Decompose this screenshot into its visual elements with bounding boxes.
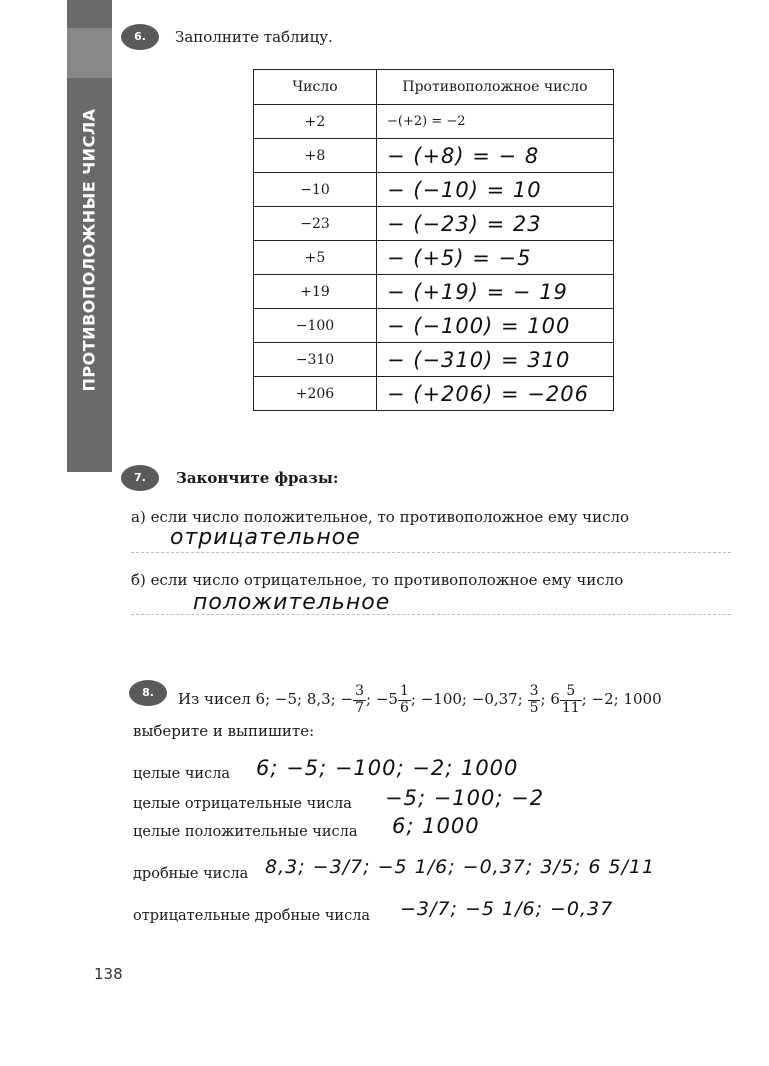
numerator: 3 xyxy=(529,683,539,700)
number-cell: +19 xyxy=(254,275,377,309)
answer-positive-integers: 6; 1000 xyxy=(392,814,480,838)
fraction-3-7 xyxy=(353,684,366,716)
numerator: 3 xyxy=(355,683,365,700)
answer-fractions: 8,3; −3/7; −5 1/6; −0,37; 3/5; 6 5/11 xyxy=(265,856,656,878)
task-7-title: Закончите фразы: xyxy=(176,469,339,487)
task-7a-text: а) если число положительное, то противоположное ему число xyxy=(131,508,630,526)
denominator: 7 xyxy=(355,699,365,716)
table-row xyxy=(254,139,614,173)
mixed-whole: −5 xyxy=(375,690,398,708)
task-7-badge: 7. xyxy=(121,465,159,491)
label-integers: целые числа xyxy=(133,766,231,782)
header-opposite: Противоположное число xyxy=(377,70,614,105)
denominator: 6 xyxy=(399,699,409,716)
separator: ; xyxy=(540,690,546,708)
task-7b-text: б) если число отрицательное, то противоположное ему число xyxy=(131,571,624,589)
number-cell: +206 xyxy=(254,377,377,411)
number-cell: +2 xyxy=(254,105,377,139)
answer-negative-integers: −5; −100; −2 xyxy=(385,786,545,810)
number-cell: −310 xyxy=(254,343,377,377)
fraction-5-11 xyxy=(560,684,582,716)
answer-line xyxy=(131,552,731,553)
mixed-whole: 6 xyxy=(550,690,560,708)
label-negative-integers: целые отрицательные числа xyxy=(133,796,352,812)
opposite-cell: − (−10) = 10 xyxy=(377,173,614,207)
task-7b-answer: положительное xyxy=(193,590,391,615)
numerator: 1 xyxy=(399,683,409,700)
table-row xyxy=(254,241,614,275)
fraction-1-6 xyxy=(398,684,411,716)
fraction-sign: − xyxy=(340,690,354,708)
number-cell: +5 xyxy=(254,241,377,275)
label-positive-integers: целые положительные числа xyxy=(133,824,358,840)
label-fractions: дробные числа xyxy=(133,866,249,882)
intro-part: ; −100; −0,37; xyxy=(410,690,523,708)
number-cell: −10 xyxy=(254,173,377,207)
table-row xyxy=(254,377,614,411)
opposite-cell: − (−23) = 23 xyxy=(377,207,614,241)
number-cell: −23 xyxy=(254,207,377,241)
section-title-box xyxy=(67,0,112,472)
section-title: ПРОТИВОПОЛОЖНЫЕ ЧИСЛА xyxy=(79,108,99,392)
table-header-row xyxy=(254,70,614,105)
task-8-intro xyxy=(178,674,662,724)
opposite-cell: − (−310) = 310 xyxy=(377,343,614,377)
numerator: 5 xyxy=(560,684,582,700)
opposite-cell: − (+206) = −206 xyxy=(377,377,614,411)
table-row xyxy=(254,105,614,139)
intro-part: Из чисел 6; −5; 8,3; xyxy=(178,690,336,708)
separator: ; xyxy=(366,690,372,708)
task-6-badge: 6. xyxy=(121,24,159,50)
header-number: Число xyxy=(254,70,377,105)
number-cell: −100 xyxy=(254,309,377,343)
page-number: 138 xyxy=(94,965,123,983)
opposite-cell: − (+19) = − 19 xyxy=(377,275,614,309)
denominator: 5 xyxy=(529,699,539,716)
table-row xyxy=(254,173,614,207)
fraction-3-5 xyxy=(528,684,541,716)
denominator: 11 xyxy=(561,699,580,716)
opposite-cell: −(+2) = −2 xyxy=(377,105,614,139)
table-row xyxy=(254,207,614,241)
number-cell: +8 xyxy=(254,139,377,173)
opposite-cell: − (−100) = 100 xyxy=(377,309,614,343)
opposite-numbers-table xyxy=(253,69,614,411)
task-8-badge: 8. xyxy=(129,680,167,706)
answer-integers: 6; −5; −100; −2; 1000 xyxy=(256,756,519,780)
task-6-title: Заполните таблицу. xyxy=(175,28,333,46)
label-negative-fractions: отрицательные дробные числа xyxy=(133,908,371,924)
table-row xyxy=(254,309,614,343)
opposite-cell: − (+8) = − 8 xyxy=(377,139,614,173)
intro-part: ; −2; 1000 xyxy=(581,690,662,708)
opposite-cell: − (+5) = −5 xyxy=(377,241,614,275)
answer-negative-fractions: −3/7; −5 1/6; −0,37 xyxy=(400,898,614,920)
side-band xyxy=(67,0,112,472)
table-row xyxy=(254,275,614,309)
task-7a-answer: отрицательное xyxy=(170,525,361,550)
task-8-instruction: выберите и выпишите: xyxy=(133,722,315,740)
table-row xyxy=(254,343,614,377)
